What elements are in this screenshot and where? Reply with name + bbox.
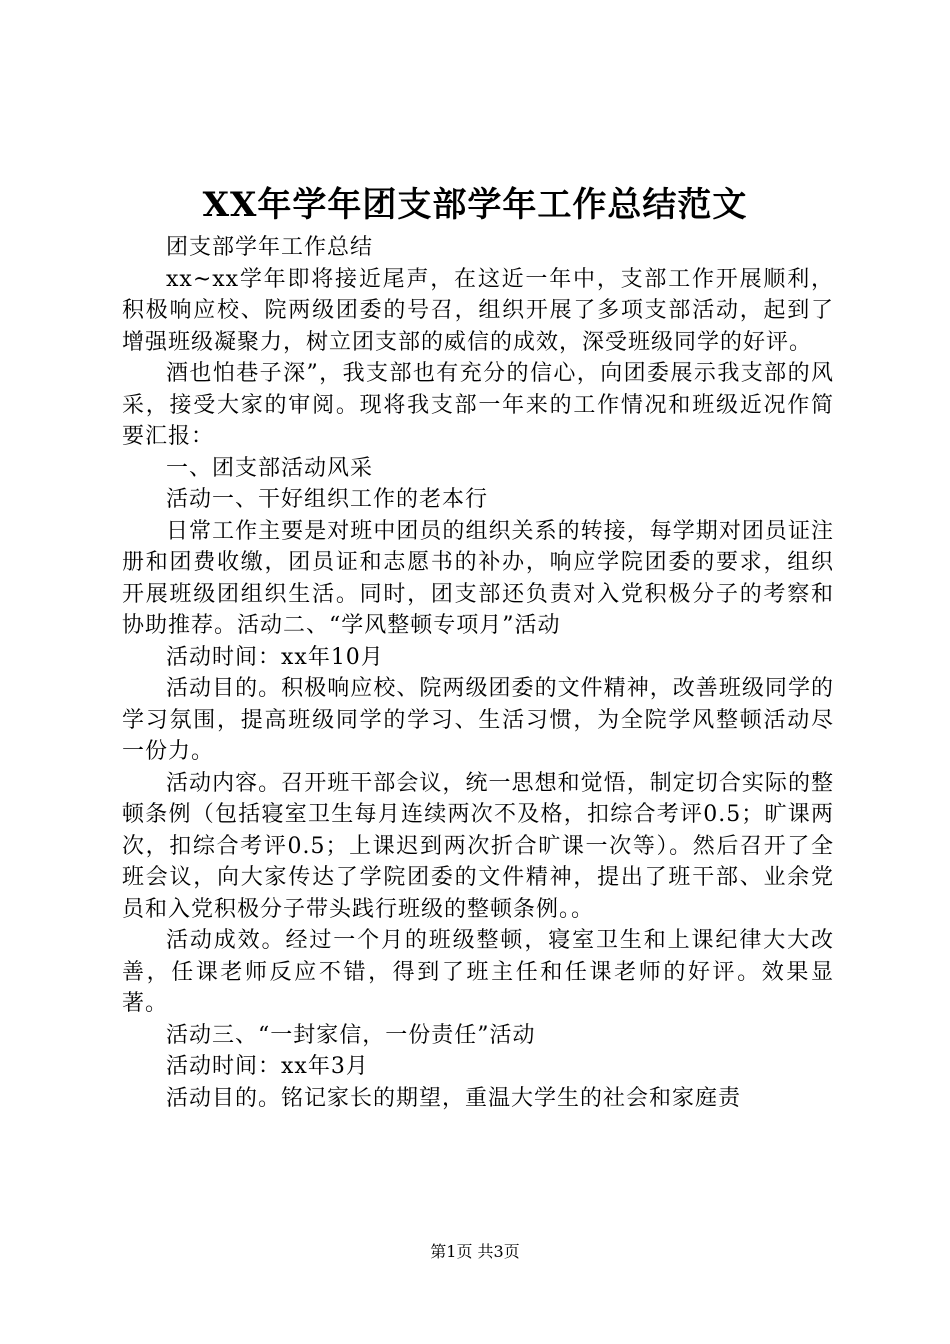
paragraph: 日常工作主要是对班中团员的组织关系的转接，每学期对团员证注册和团费收缴，团员证和志愿书的补办，响应学院团委的要求，组织开展班级团组织生活。同时，团支部还负责对入党积极分子的考察和协助推荐。活动二、“学风整顿专项月”活动 bbox=[122, 518, 834, 638]
activity-heading: 活动一、干好组织工作的老本行 bbox=[166, 487, 489, 512]
paragraph: 酒也怕巷子深”，我支部也有充分的信心，向团委展示我支部的风采，接受大家的审阅。现将我支部一年来的工作情况和班级近况作简要汇报： bbox=[122, 361, 834, 449]
paragraph: xx~xx学年即将接近尾声，在这近一年中，支部工作开展顺利，积极响应校、院两级团委的号召，组织开展了多项支部活动，起到了增强班级凝聚力，树立团支部的威信的成效，深受班级同学的好评。 bbox=[122, 266, 834, 355]
activity-heading: 活动三、“一封家信，一份责任”活动 bbox=[166, 1022, 536, 1048]
activity-time: 活动时间：xx年3月 bbox=[166, 1054, 369, 1079]
paragraph: 团支部学年工作总结 bbox=[166, 235, 374, 260]
paragraph: 活动目的。铭记家长的期望，重温大学生的社会和家庭责 bbox=[166, 1085, 742, 1111]
page-footer: 第1页 共3页 bbox=[430, 1242, 520, 1261]
activity-time: 活动时间：xx年10月 bbox=[166, 644, 384, 670]
paragraph: 活动内容。召开班干部会议，统一思想和觉悟，制定切合实际的整顿条例（包括寝室卫生每月连续两次不及格，扣综合考评0.5；旷课两次，扣综合考评0.5；上课迟到两次折合旷课一次等）。然后召开了全班会议，向大家传达了学院团委的文件精神，提出了班干部、业余党员和入党积极分子带头践行班级的整顿条例。。 bbox=[122, 770, 834, 922]
paragraph: 活动成效。经过一个月的班级整顿，寝室卫生和上课纪律大大改善，任课老师反应不错，得到了班主任和任课老师的好评。效果显著。 bbox=[122, 928, 834, 1016]
document-body bbox=[122, 232, 834, 1114]
paragraph: 活动目的。积极响应校、院两级团委的文件精神，改善班级同学的学习氛围，提高班级同学的学习、生活习惯，为全院学风整顿活动尽一份力。 bbox=[122, 676, 834, 764]
document-title: XX年学年团支部学年工作总结范文 bbox=[202, 185, 748, 225]
section-heading: 一、团支部活动风采 bbox=[166, 455, 374, 481]
